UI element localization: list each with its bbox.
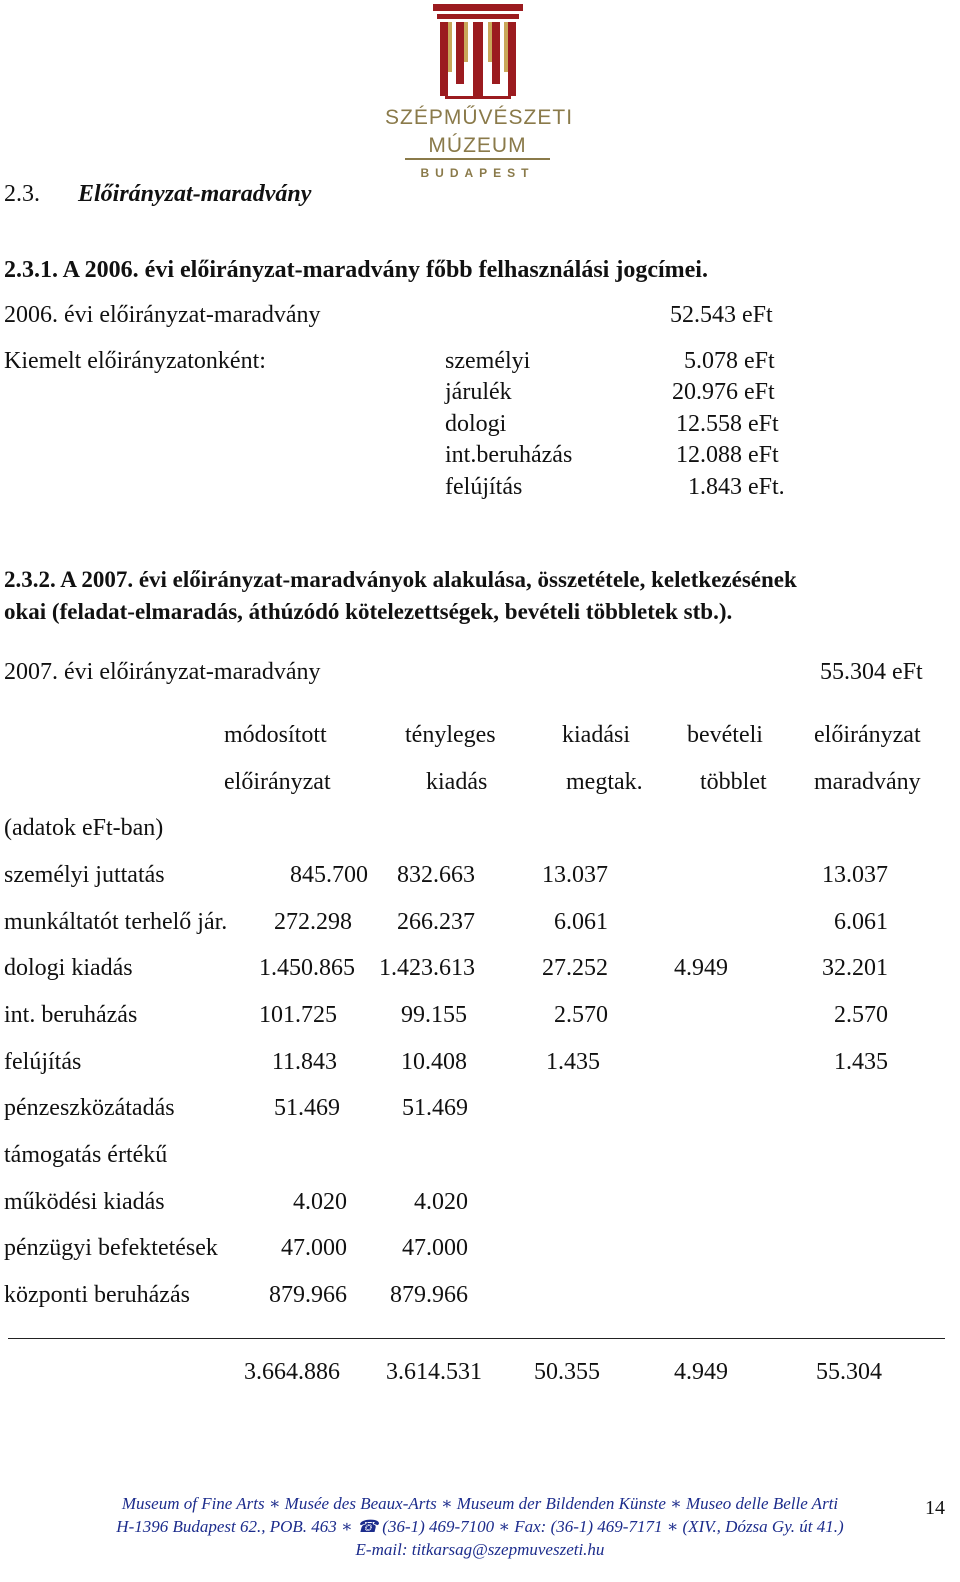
row-label: támogatás értékű	[4, 1142, 168, 1168]
item-value: 12.088 eFt	[676, 442, 779, 468]
units-note: (adatok eFt-ban)	[4, 815, 164, 841]
subsection-1-heading: 2.3.1. A 2006. évi előirányzat-maradvány főbb felhasználási jogcímei.	[4, 257, 708, 283]
cell-megtak: 1.435	[546, 1049, 600, 1075]
cell-megtak: 6.061	[554, 909, 608, 935]
item-label: személyi	[445, 348, 531, 374]
row-label: felújítás	[4, 1049, 82, 1075]
cell-tenyleges: 10.408	[401, 1049, 467, 1075]
total-megtak: 50.355	[534, 1359, 600, 1385]
item-label: int.beruházás	[445, 442, 573, 468]
cell-modositott: 1.450.865	[259, 955, 355, 981]
row-label: működési kiadás	[4, 1189, 165, 1215]
cell-tenyleges: 266.237	[397, 909, 475, 935]
subsection-2-heading-line2: okai (feladat-elmaradás, áthúzódó kötelezettségek, bevételi többletek stb.).	[4, 599, 733, 624]
kiemelt-label: Kiemelt előirányzatonként:	[4, 348, 266, 374]
cell-tenyleges: 1.423.613	[379, 955, 475, 981]
cell-modositott: 4.020	[293, 1189, 347, 1215]
total-2006-label: 2006. évi előirányzat-maradvány	[4, 302, 321, 328]
cell-maradvany: 6.061	[834, 909, 888, 935]
header-cell: előirányzat	[224, 769, 331, 795]
header-cell: megtak.	[566, 769, 643, 795]
cell-modositott: 272.298	[274, 909, 352, 935]
row-label: személyi juttatás	[4, 862, 165, 888]
header-cell: többlet	[700, 769, 767, 795]
item-label: dologi	[445, 411, 507, 437]
cell-megtak: 2.570	[554, 1002, 608, 1028]
header-cell: előirányzat	[814, 722, 921, 748]
cell-tenyleges: 99.155	[401, 1002, 467, 1028]
header-cell: módosított	[224, 722, 327, 748]
item-value: 20.976 eFt	[672, 379, 775, 405]
cell-tobblet: 4.949	[674, 955, 728, 981]
total-2007-value: 55.304 eFt	[820, 659, 923, 685]
header-cell: tényleges	[405, 722, 496, 748]
row-label: pénzügyi befektetések	[4, 1235, 218, 1261]
footer-line-2: H-1396 Budapest 62., POB. 463 ∗ ☎ (36-1) 469-7100 ∗ Fax: (36-1) 469-7171 ∗ (XIV., Dózsa Gy. út 41.)	[116, 1517, 844, 1536]
cell-modositott: 101.725	[259, 1002, 337, 1028]
cell-megtak: 13.037	[542, 862, 608, 888]
totals-divider	[8, 1338, 945, 1339]
footer-line-1: Museum of Fine Arts ∗ Musée des Beaux-Arts ∗ Museum der Bildenden Künste ∗ Museo delle Belle Arti	[121, 1494, 839, 1513]
section-title: Előirányzat-maradvány	[78, 181, 312, 207]
total-tenyleges: 3.614.531	[386, 1359, 482, 1385]
museum-logo	[385, 0, 574, 185]
row-label: dologi kiadás	[4, 955, 133, 981]
item-label: járulék	[445, 379, 512, 405]
footer-email: E-mail: titkarsag@szepmuveszeti.hu	[355, 1540, 605, 1559]
header-cell: kiadási	[562, 722, 630, 748]
total-maradvany: 55.304	[816, 1359, 882, 1385]
total-tobblet: 4.949	[674, 1359, 728, 1385]
page-number: 14	[925, 1497, 945, 1519]
total-modositott: 3.664.886	[244, 1359, 340, 1385]
cell-tenyleges: 832.663	[397, 862, 475, 888]
cell-maradvany: 13.037	[822, 862, 888, 888]
logo-line-1: SZÉPMŰVÉSZETI	[385, 106, 574, 129]
cell-modositott: 47.000	[281, 1235, 347, 1261]
cell-maradvany: 2.570	[834, 1002, 888, 1028]
item-label: felújítás	[445, 474, 523, 500]
cell-maradvany: 32.201	[822, 955, 888, 981]
row-label: munkáltatót terhelő jár.	[4, 909, 228, 935]
cell-modositott: 51.469	[274, 1095, 340, 1121]
cell-tenyleges: 47.000	[402, 1235, 468, 1261]
item-value: 12.558 eFt	[676, 411, 779, 437]
cell-maradvany: 1.435	[834, 1049, 888, 1075]
cell-tenyleges: 879.966	[390, 1282, 468, 1308]
cell-megtak: 27.252	[542, 955, 608, 981]
cell-tenyleges: 4.020	[414, 1189, 468, 1215]
total-2007-label: 2007. évi előirányzat-maradvány	[4, 659, 321, 685]
cell-modositott: 879.966	[269, 1282, 347, 1308]
cell-modositott: 11.843	[271, 1049, 337, 1075]
section-number: 2.3.	[4, 181, 40, 207]
row-label: központi beruházás	[4, 1282, 190, 1308]
logo-divider	[405, 158, 550, 160]
row-label: pénzeszközátadás	[4, 1095, 175, 1121]
item-value: 5.078 eFt	[684, 348, 775, 374]
total-2006-value: 52.543 eFt	[670, 302, 773, 328]
header-cell: bevételi	[687, 722, 763, 748]
header-cell: maradvány	[814, 769, 921, 795]
cell-tenyleges: 51.469	[402, 1095, 468, 1121]
logo-line-2: MÚZEUM	[428, 134, 527, 157]
cell-modositott: 845.700	[290, 862, 368, 888]
item-value: 1.843 eFt.	[688, 474, 785, 500]
row-label: int. beruházás	[4, 1002, 138, 1028]
header-cell: kiadás	[426, 769, 488, 795]
museum-logo-emblem	[385, 0, 570, 105]
subsection-2-heading-line1: 2.3.2. A 2007. évi előirányzat-maradványok alakulása, összetétele, keletkezésének	[4, 567, 797, 592]
logo-line-3: BUDAPEST	[420, 166, 535, 180]
